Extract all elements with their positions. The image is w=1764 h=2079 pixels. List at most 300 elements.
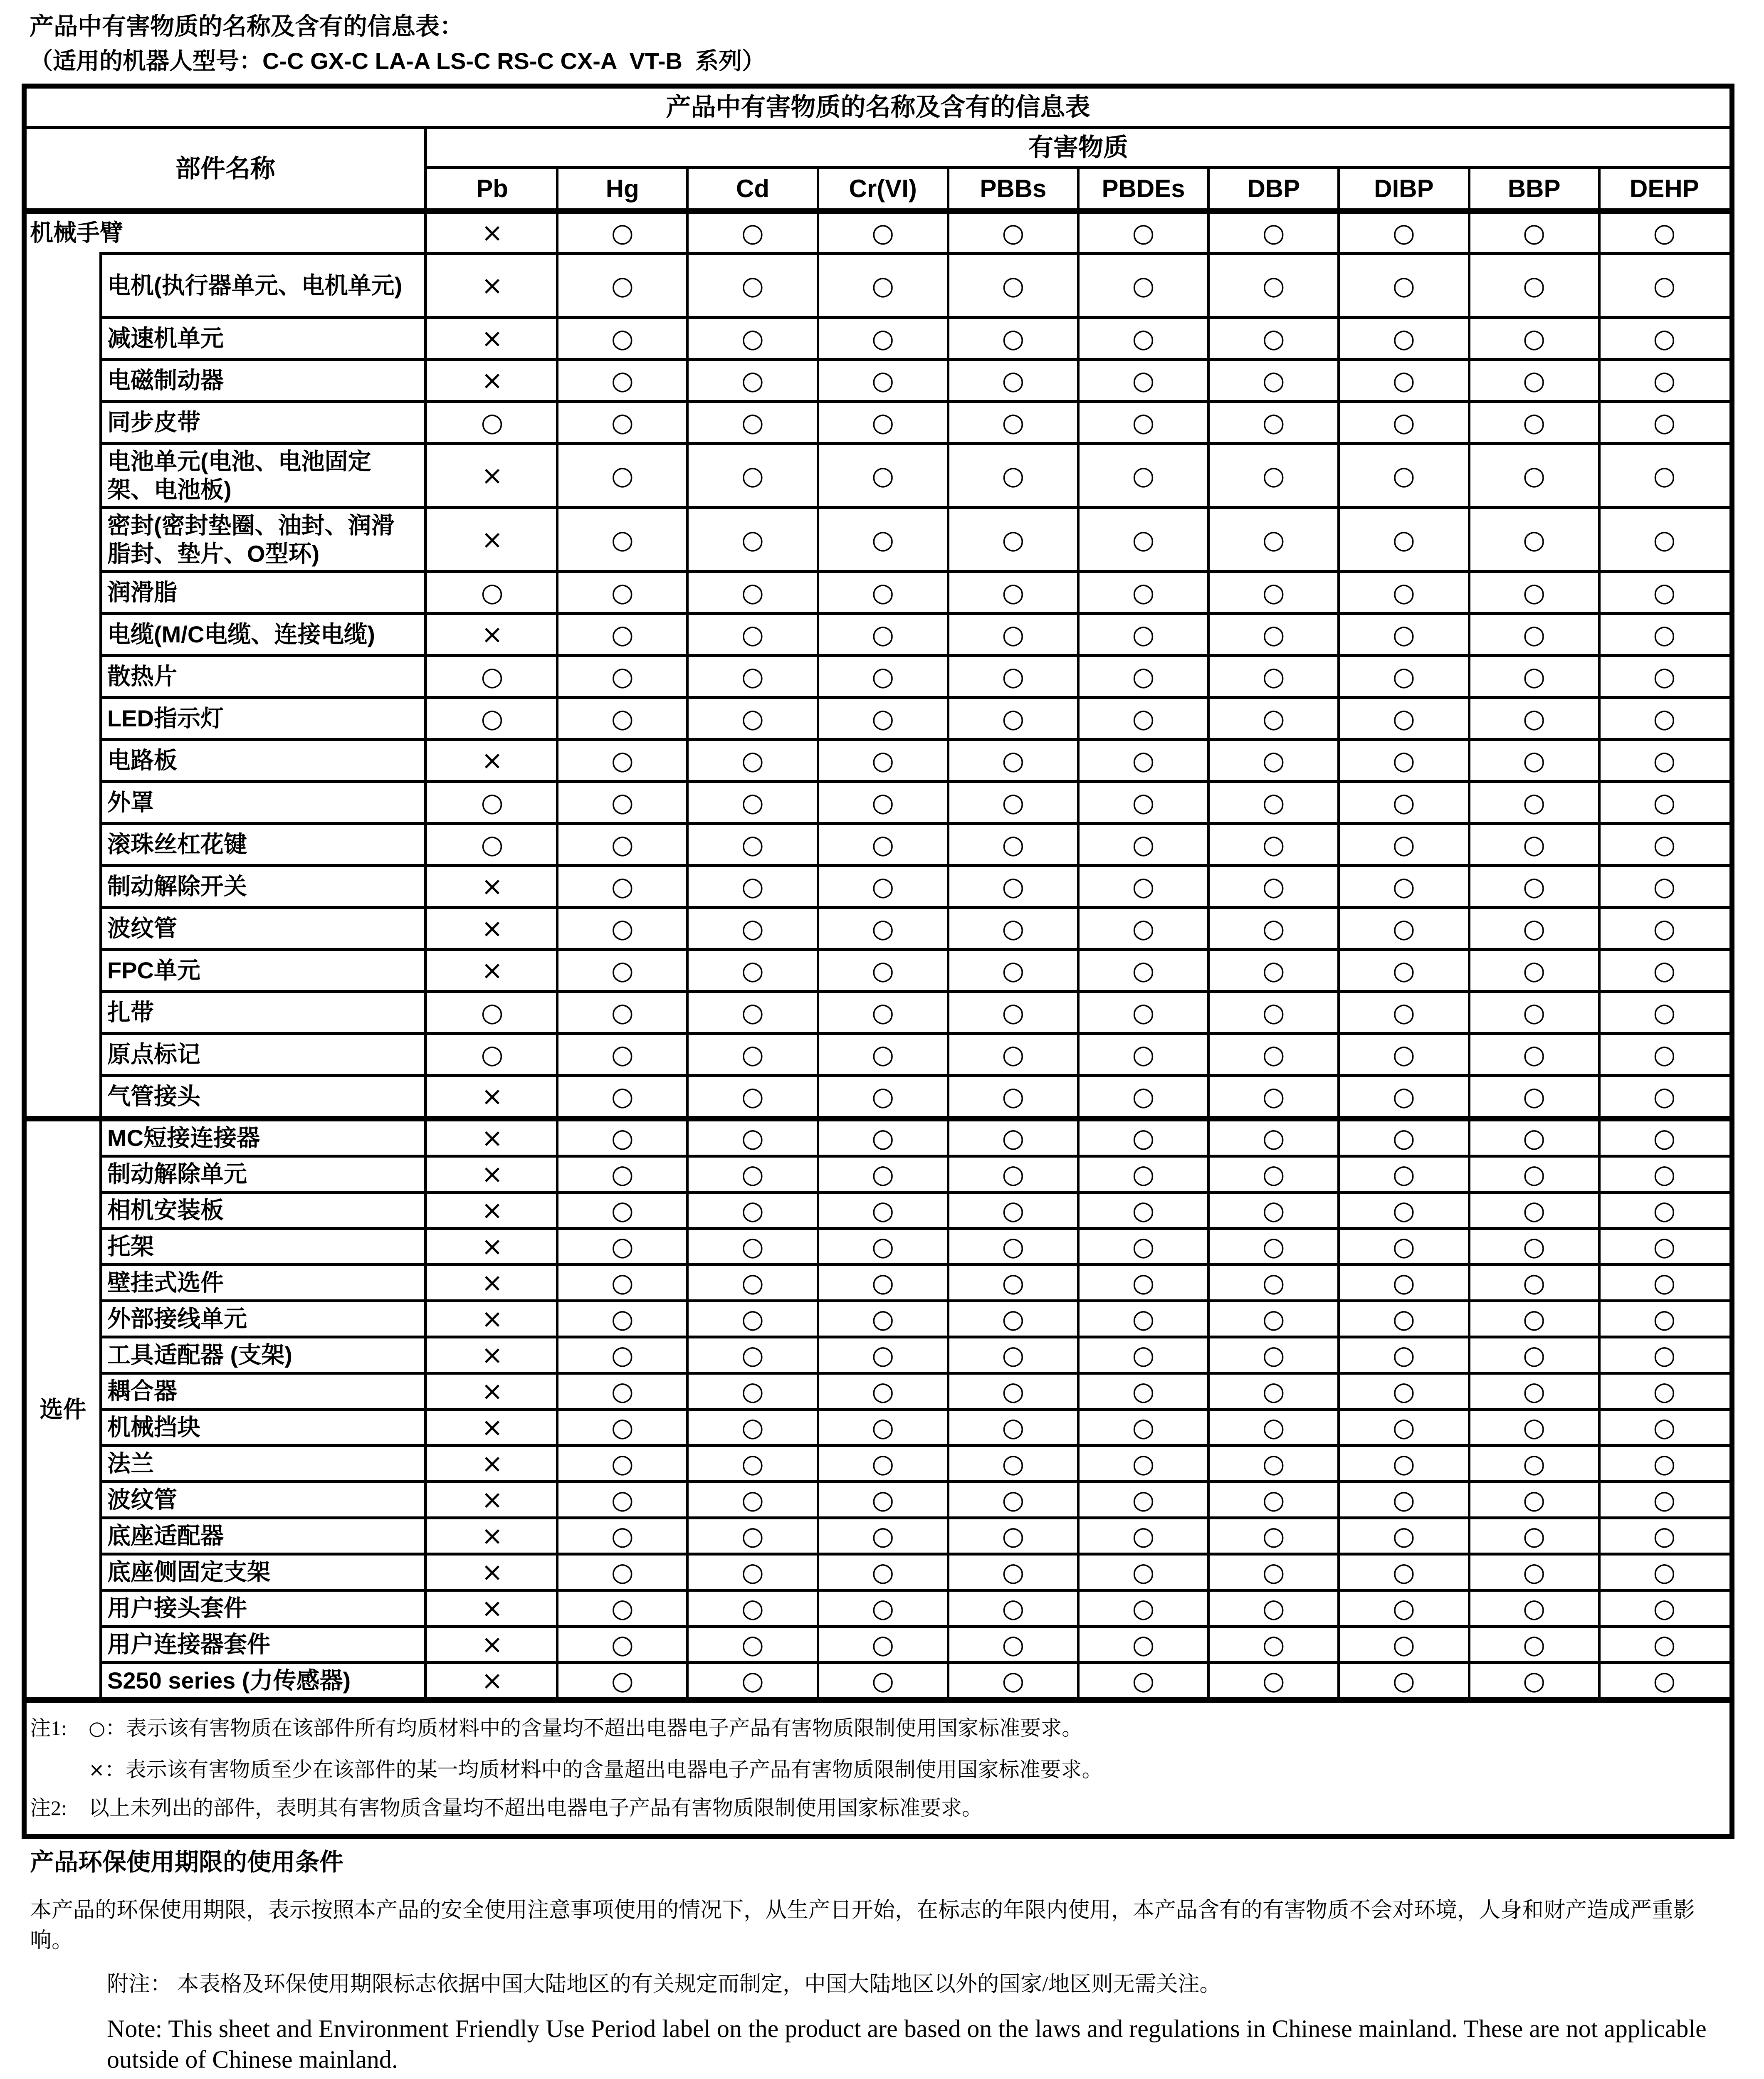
cell-dehp [1599,1158,1729,1191]
circle-mark-icon: ○ [872,745,894,775]
cell-pbdes [1078,1121,1208,1155]
cell-cd [687,1447,818,1480]
cell-cr-vi [818,214,948,252]
grid-line [99,255,102,1116]
circle-mark-icon: ○ [1002,365,1025,395]
cell-pbdes [1078,1077,1208,1116]
circle-mark-icon: ○ [741,1448,764,1479]
cell-pb [427,1338,557,1372]
cell-dibp [1339,1592,1469,1625]
part-name: 制动解除开关 [107,873,247,899]
cross-mark-icon: × [481,871,503,901]
grid-line [99,570,1729,573]
circle-mark-icon: ○ [872,1081,894,1111]
circle-mark-icon: ○ [1392,1267,1416,1298]
circle-mark-icon: ○ [872,955,894,985]
cell-cr-vi [818,615,948,654]
appendix-text: 本表格及环保使用期限标志依据中国大陆地区的有关规定而制定，中国大陆地区以外的国家/地区则无需关注。 [172,1973,1221,1996]
cell-dehp [1599,1375,1729,1408]
part-name-cell [102,699,424,738]
cell-cr-vi [818,445,948,506]
cross-mark-icon: × [481,323,503,353]
cell-pb [427,825,557,864]
circle-mark-icon: ○ [1523,829,1546,859]
circle-mark-icon: ○ [1523,1231,1546,1262]
grid-line [99,1121,102,1697]
cell-hg [557,1447,687,1480]
circle-mark-icon: ○ [611,1231,634,1262]
cell-dbp [1208,951,1339,990]
substance-header-cd [687,169,818,208]
circle-mark-icon: ○ [1132,1484,1155,1515]
cell-dehp [1599,509,1729,570]
cell-hg [557,1230,687,1263]
circle-mark-icon: ○ [611,270,634,301]
note-1 [30,1716,1082,1741]
circle-mark-icon: ○ [1523,787,1546,817]
cell-dbp [1208,361,1339,400]
circle-mark-icon: ○ [1002,1123,1025,1153]
circle-mark-icon: ○ [1002,1665,1025,1696]
cell-cd [687,615,818,654]
cell-hg [557,615,687,654]
part-name: 工具适配器 (支架) [107,1342,292,1368]
cell-bbp [1469,1628,1599,1661]
cell-cr-vi [818,993,948,1032]
circle-mark-icon: ○ [872,619,894,649]
grid-line [99,358,1729,361]
substance-header-pbbs [948,169,1078,208]
grid-line [99,864,1729,867]
cell-pbdes [1078,1592,1208,1625]
part-name: 制动解除单元 [107,1161,247,1187]
circle-mark-icon: ○ [1523,524,1546,555]
cell-dbp [1208,403,1339,442]
circle-mark-icon: ○ [1653,365,1676,395]
cross-mark-icon: × [481,365,503,395]
cell-hg [557,1556,687,1589]
cell-dehp [1599,1519,1729,1553]
cell-pbdes [1078,615,1208,654]
grid-line [99,654,1729,657]
cell-bbp [1469,1077,1599,1116]
cell-pb [427,445,557,506]
circle-mark-icon: ○ [611,1376,634,1406]
grid-line [99,1032,1729,1035]
circle-mark-icon: ○ [872,661,894,691]
cell-dbp [1208,909,1339,948]
cell-pb [427,509,557,570]
cell-pbdes [1078,1194,1208,1227]
cell-dbp [1208,1375,1339,1408]
part-name-header-cell [27,129,424,208]
cell-pbbs [948,1194,1078,1227]
circle-mark-icon: ○ [1653,787,1676,817]
cell-pbbs [948,741,1078,780]
circle-mark-icon: ○ [872,1159,894,1189]
cell-pbbs [948,1077,1078,1116]
circle-mark-icon: ○ [741,871,764,901]
hazard-header-cell [427,129,1729,166]
circle-mark-icon: ○ [1653,1484,1676,1515]
circle-mark-icon: ○ [872,1557,894,1587]
cell-bbp [1469,319,1599,358]
circle-mark-icon: ○ [1132,1340,1155,1370]
cell-cd [687,1628,818,1661]
cell-dehp [1599,1302,1729,1336]
cell-cr-vi [818,1447,948,1480]
cell-pbbs [948,1035,1078,1074]
circle-mark-icon: ○ [1132,1376,1155,1406]
cell-dehp [1599,1230,1729,1263]
circle-mark-icon: ○ [1262,1412,1285,1442]
cell-hg [557,1194,687,1227]
circle-mark-icon: ○ [1262,1123,1285,1153]
circle-mark-icon: ○ [481,1039,504,1069]
circle-mark-icon: ○ [1132,1267,1155,1298]
cell-dehp [1599,825,1729,864]
cell-bbp [1469,1483,1599,1516]
cell-dbp [1208,1447,1339,1480]
circle-mark-icon: ○ [611,407,634,437]
cell-cd [687,1375,818,1408]
cell-bbp [1469,909,1599,948]
cell-cd [687,1556,818,1589]
circle-mark-icon: ○ [611,217,634,248]
circle-mark-icon: ○ [1002,955,1025,985]
circle-mark-icon: ○ [1653,829,1676,859]
cell-pbdes [1078,951,1208,990]
circle-mark-icon: ○ [1653,955,1676,985]
circle-mark-icon: ○ [1653,1123,1676,1153]
part-name-header: 部件名称 [175,154,275,183]
circle-mark-icon: ○ [1523,913,1546,943]
cell-dbp [1208,1302,1339,1336]
cell-cr-vi [818,1483,948,1516]
cell-bbp [1469,1519,1599,1553]
cell-pbdes [1078,255,1208,316]
cell-dibp [1339,255,1469,316]
cell-pbbs [948,825,1078,864]
circle-mark-icon: ○ [1653,1665,1676,1696]
circle-mark-icon: ○ [611,1159,634,1189]
circle-mark-icon: ○ [1523,217,1546,248]
cell-pbdes [1078,741,1208,780]
cell-cd [687,657,818,696]
circle-mark-icon: ○ [1132,1039,1155,1069]
circle-mark-icon: ○ [1132,829,1155,859]
circle-mark-icon: ○ [611,829,634,859]
circle-mark-icon: ○ [1262,1304,1285,1334]
document-title: 产品中有害物质的名称及含有的信息表： [30,13,464,40]
circle-mark-icon: ○ [1392,1376,1416,1406]
cell-hg [557,445,687,506]
cell-pb [427,951,557,990]
circle-mark-icon: ○ [1523,703,1546,733]
circle-mark-icon: ○ [1262,745,1285,775]
circle-mark-icon: ○ [611,619,634,649]
cell-pbbs [948,1158,1078,1191]
cell-pbbs [948,445,1078,506]
cell-dbp [1208,1483,1339,1516]
cell-cr-vi [818,1077,948,1116]
substance-header-bbp [1469,169,1599,208]
cell-pb [427,783,557,822]
grid-line [99,990,1729,993]
cell-bbp [1469,951,1599,990]
grid-line [99,1299,1729,1302]
circle-mark-icon: ○ [1002,1304,1025,1334]
circle-mark-icon: ○ [872,217,894,248]
cell-bbp [1469,1302,1599,1336]
grid-line [424,129,427,1697]
cell-cr-vi [818,783,948,822]
circle-mark-icon: ○ [1262,1340,1285,1370]
grid-line [99,400,1729,403]
cell-hg [557,657,687,696]
circle-mark-icon: ○ [1523,270,1546,301]
cell-dehp [1599,1411,1729,1444]
cell-dibp [1339,1628,1469,1661]
cell-cd [687,909,818,948]
circle-mark-icon: ○ [1653,1340,1676,1370]
cell-bbp [1469,1592,1599,1625]
cell-pbbs [948,909,1078,948]
cell-dibp [1339,1375,1469,1408]
part-name-cell [102,1483,424,1516]
cell-cd [687,1411,818,1444]
cell-pbdes [1078,1338,1208,1372]
circle-mark-icon: ○ [1002,997,1025,1027]
cell-bbp [1469,403,1599,442]
cell-pb [427,1447,557,1480]
cross-mark-icon: × [481,913,503,943]
cell-hg [557,909,687,948]
circle-mark-icon: ○ [1392,1123,1416,1153]
part-name: 波纹管 [107,1486,177,1513]
cell-cd [687,214,818,252]
part-name: 波纹管 [107,915,177,941]
cell-cr-vi [818,1121,948,1155]
cell-pbbs [948,699,1078,738]
cell-bbp [1469,1158,1599,1191]
cell-dibp [1339,867,1469,906]
circle-mark-icon: ○ [741,365,764,395]
part-name: 底座侧固定支架 [107,1559,270,1585]
circle-mark-icon: ○ [1002,871,1025,901]
circle-mark-icon: ○ [1132,1412,1155,1442]
cell-dibp [1339,1411,1469,1444]
part-name-cell [102,403,424,442]
cell-pb [427,1302,557,1336]
part-name-cell [102,1375,424,1408]
cell-dibp [1339,615,1469,654]
cell-hg [557,1483,687,1516]
circle-mark-icon: ○ [872,1448,894,1479]
circle-mark-icon: ○ [1653,217,1676,248]
circle-mark-icon: ○ [1653,270,1676,301]
cell-cr-vi [818,1519,948,1553]
cell-dehp [1599,1556,1729,1589]
cell-bbp [1469,1338,1599,1372]
cell-cd [687,1194,818,1227]
cell-hg [557,825,687,864]
cell-dehp [1599,573,1729,612]
cross-mark-icon: × [481,1159,503,1189]
cell-cd [687,319,818,358]
circle-mark-icon: ○ [1002,1231,1025,1262]
part-name-cell [102,867,424,906]
cell-dehp [1599,1266,1729,1299]
part-name-cell [102,361,424,400]
circle-mark-icon: ○ [1392,1081,1416,1111]
circle-mark-icon: ○ [481,703,504,733]
circle-mark-icon: ○ [611,1521,634,1551]
cell-dibp [1339,1447,1469,1480]
cell-cr-vi [818,255,948,316]
cell-bbp [1469,1230,1599,1263]
circle-mark-icon: ○ [1002,619,1025,649]
cell-dbp [1208,1266,1339,1299]
cross-mark-icon: × [481,1376,503,1406]
cell-cr-vi [818,699,948,738]
part-name-cell [102,657,424,696]
circle-mark-icon: ○ [611,1412,634,1442]
part-name-cell [102,1302,424,1336]
circle-mark-icon: ○ [1653,407,1676,437]
circle-mark-icon: ○ [1523,460,1546,491]
part-name: 相机安装板 [107,1197,224,1223]
cell-pbdes [1078,361,1208,400]
grid-line [99,1074,1729,1077]
part-name-cell [102,1338,424,1372]
circle-mark-icon: ○ [1262,1376,1285,1406]
cell-pbbs [948,1266,1078,1299]
cell-cr-vi [818,867,948,906]
circle-mark-icon: ○ [611,955,634,985]
circle-mark-icon: ○ [872,1267,894,1298]
cell-cr-vi [818,1556,948,1589]
cell-dehp [1599,993,1729,1032]
circle-mark-icon: ○ [1132,1304,1155,1334]
cell-pbdes [1078,509,1208,570]
circle-mark-icon: ○ [741,1267,764,1298]
circle-mark-icon: ○ [1653,1267,1676,1298]
circle-mark-icon: ○ [1392,661,1416,691]
cell-dbp [1208,1077,1339,1116]
circle-mark-icon: ○ [1132,217,1155,248]
circle-mark-icon: ○ [872,787,894,817]
circle-mark-icon: ○ [1392,1412,1416,1442]
circle-mark-icon: ○ [1653,1159,1676,1189]
cell-dibp [1339,993,1469,1032]
substance-label: Cd [736,174,769,202]
cell-pbbs [948,993,1078,1032]
circle-mark-icon: ○ [481,787,504,817]
part-name-cell [102,741,424,780]
substance-label: BBP [1507,174,1561,202]
circle-mark-icon: ○ [872,703,894,733]
cell-pbbs [948,1121,1078,1155]
circle-mark-icon: ○ [741,270,764,301]
cell-pbbs [948,214,1078,252]
cross-mark-icon: × [481,955,503,985]
circle-mark-icon: ○ [1653,577,1676,607]
circle-mark-icon: ○ [1002,1340,1025,1370]
circle-mark-icon: ○ [872,460,894,491]
circle-mark-icon: ○ [741,577,764,607]
circle-mark-icon: ○ [1262,661,1285,691]
circle-mark-icon: ○ [1132,1195,1155,1225]
cell-dbp [1208,509,1339,570]
cell-dbp [1208,1194,1339,1227]
cell-pb [427,403,557,442]
cell-cr-vi [818,1592,948,1625]
usage-period-body: 本产品的环保使用期限，表示按照本产品的安全使用注意事项使用的情况下，从生产日开始，在标志的年限内使用，本产品含有的有害物质不会对环境，人身和财产造成严重影响。 [30,1899,1695,1953]
cell-pb [427,1483,557,1516]
cell-pb [427,1266,557,1299]
part-name: 滚珠丝杠花键 [107,831,247,857]
cell-dehp [1599,255,1729,316]
cell-cd [687,403,818,442]
circle-mark-icon: ○ [1653,524,1676,555]
circle-mark-icon: ○ [1002,577,1025,607]
circle-mark-icon: ○ [741,1412,764,1442]
cell-dibp [1339,825,1469,864]
cell-pbdes [1078,1519,1208,1553]
cell-cd [687,699,818,738]
cell-cd [687,361,818,400]
circle-mark-icon: ○ [1392,1340,1416,1370]
circle-mark-icon: ○ [1392,1159,1416,1189]
cross-mark-icon: × [481,619,503,649]
part-name: 电缆(M/C电缆、连接电缆) [107,621,375,647]
cell-dibp [1339,1266,1469,1299]
cell-hg [557,1077,687,1116]
grid-line [27,1697,1729,1703]
circle-mark-icon: ○ [1132,619,1155,649]
cell-cd [687,1266,818,1299]
circle-mark-icon: ○ [741,1123,764,1153]
circle-mark-icon: ○ [611,661,634,691]
cell-dehp [1599,657,1729,696]
circle-mark-icon: ○ [741,1039,764,1069]
cell-hg [557,1266,687,1299]
cell-cd [687,1121,818,1155]
circle-mark-icon: ○ [1392,1039,1416,1069]
circle-mark-icon: ○ [1523,323,1546,353]
cell-pbbs [948,657,1078,696]
cell-cr-vi [818,951,948,990]
cell-pbdes [1078,699,1208,738]
cell-bbp [1469,214,1599,252]
cell-bbp [1469,615,1599,654]
cell-hg [557,1592,687,1625]
cell-cr-vi [818,1158,948,1191]
cell-cr-vi [818,1230,948,1263]
circle-mark-icon: ○ [1523,577,1546,607]
cell-dibp [1339,319,1469,358]
circle-mark-icon: ○ [1392,1593,1416,1623]
circle-mark-icon: ○ [1002,661,1025,691]
circle-mark-icon: ○ [481,997,504,1027]
circle-mark-icon: ○ [1132,1557,1155,1587]
circle-mark-icon: ○ [1262,323,1285,353]
substance-label: DBP [1247,174,1300,202]
circle-mark-icon: ○ [611,1448,634,1479]
circle-mark-icon: ○ [1262,524,1285,555]
part-name: 外罩 [107,789,154,815]
